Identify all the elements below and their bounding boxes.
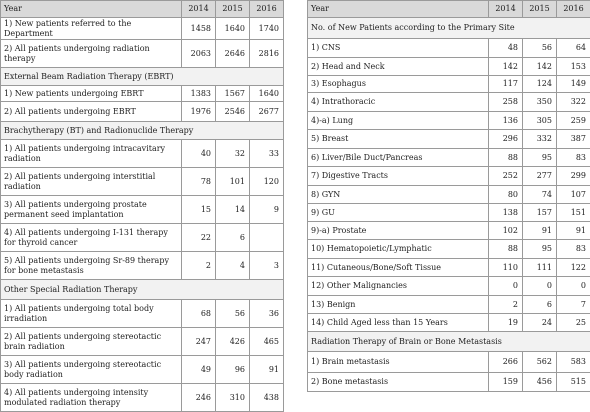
table-row [308,93,590,112]
table-row [1,168,284,196]
value-2016: 33 [250,140,284,168]
section-title: External Beam Radiation Therapy (EBRT) [1,68,284,86]
section-header-row [308,332,590,352]
row-label: 13) Benign [308,296,489,314]
table-header-row [308,1,590,18]
section-header-row [1,122,284,140]
value-2015: 96 [216,356,250,384]
table-row [308,39,590,58]
value-2015: 95 [523,149,557,167]
table-row [308,112,590,130]
row-label: 14) Child Aged less than 15 Years [308,314,489,332]
value-2016: 322 [557,93,590,112]
value-2014: 2063 [182,40,216,68]
year-2014-header: 2014 [182,1,216,18]
value-2015: 277 [523,167,557,186]
row-label: 4) Intrathoracic [308,93,489,112]
row-label: 3) Esophagus [308,76,489,93]
row-label: 2) All patients undergoing interstitial radiation [1,168,182,196]
value-2016: 515 [557,373,590,392]
value-2014: 2 [489,296,523,314]
left-statistics-table [0,0,284,412]
table-row [308,149,590,167]
section-title: Radiation Therapy of Brain or Bone Metastasis [308,332,590,352]
year-2016-header: 2016 [250,1,284,18]
row-label: 1) All patients undergoing total body irradiation [1,300,182,328]
table-row [308,296,590,314]
value-2015: 56 [216,300,250,328]
year-2014-header: 2014 [489,1,523,18]
value-2015: 0 [523,277,557,296]
value-2014: 296 [489,130,523,149]
section-header-row [1,68,284,86]
value-2016: 83 [557,240,590,259]
value-2015: 74 [523,186,557,204]
value-2014: 258 [489,93,523,112]
table-row [1,224,284,252]
row-label: 3) All patients undergoing prostate permanent seed implantation [1,196,182,224]
value-2015: 95 [523,240,557,259]
value-2016: 3 [250,252,284,280]
value-2015: 562 [523,352,557,373]
section-title: No. of New Patients according to the Primary Site [308,18,590,39]
value-2015: 91 [523,222,557,240]
value-2016 [250,224,284,252]
row-label: 1) New patients undergoing EBRT [1,86,182,102]
table-row [1,300,284,328]
value-2016: 91 [250,356,284,384]
value-2016: 1640 [250,86,284,102]
row-label: 8) GYN [308,186,489,204]
table-row [308,352,590,373]
value-2014: 68 [182,300,216,328]
value-2014: 142 [489,58,523,76]
table-row [1,102,284,122]
table-row [308,240,590,259]
table-row [308,130,590,149]
row-label: 1) Brain metastasis [308,352,489,373]
value-2015: 24 [523,314,557,332]
table-row [1,328,284,356]
value-2014: 80 [489,186,523,204]
value-2016: 25 [557,314,590,332]
table-row [1,40,284,68]
value-2016: 122 [557,259,590,277]
value-2015: 310 [216,384,250,412]
value-2014: 247 [182,328,216,356]
value-2015: 305 [523,112,557,130]
value-2016: 7 [557,296,590,314]
value-2016: 299 [557,167,590,186]
value-2016: 387 [557,130,590,149]
table-row [308,277,590,296]
value-2015: 2546 [216,102,250,122]
value-2016: 0 [557,277,590,296]
value-2016: 1740 [250,18,284,40]
value-2015: 1640 [216,18,250,40]
value-2014: 246 [182,384,216,412]
value-2014: 48 [489,39,523,58]
value-2014: 138 [489,204,523,222]
value-2016: 120 [250,168,284,196]
value-2016: 2816 [250,40,284,68]
value-2015: 124 [523,76,557,93]
value-2014: 1976 [182,102,216,122]
value-2015: 32 [216,140,250,168]
value-2016: 465 [250,328,284,356]
table-row [308,314,590,332]
year-header-label: Year [308,1,489,18]
table-row [308,204,590,222]
value-2014: 159 [489,373,523,392]
row-label: 10) Hematopoietic/Lymphatic [308,240,489,259]
value-2015: 6 [216,224,250,252]
value-2014: 266 [489,352,523,373]
value-2015: 56 [523,39,557,58]
row-label: 4) All patients undergoing I-131 therapy for thyroid cancer [1,224,182,252]
value-2016: 9 [250,196,284,224]
row-label: 1) New patients referred to the Department [1,18,182,40]
value-2014: 49 [182,356,216,384]
value-2015: 14 [216,196,250,224]
value-2016: 153 [557,58,590,76]
row-label: 4)-a) Lung [308,112,489,130]
value-2014: 19 [489,314,523,332]
year-header-label: Year [1,1,182,18]
value-2016: 36 [250,300,284,328]
value-2014: 0 [489,277,523,296]
table-row [308,58,590,76]
value-2014: 110 [489,259,523,277]
row-label: 11) Cutaneous/Bone/Soft Tissue [308,259,489,277]
value-2016: 107 [557,186,590,204]
row-label: 7) Digestive Tracts [308,167,489,186]
value-2015: 1567 [216,86,250,102]
table-row [308,167,590,186]
row-label: 5) All patients undergoing Sr-89 therapy for bone metastasis [1,252,182,280]
value-2014: 22 [182,224,216,252]
value-2014: 88 [489,240,523,259]
table-row [1,384,284,412]
section-title: Brachytherapy (BT) and Radionuclide Therapy [1,122,284,140]
year-2016-header: 2016 [557,1,590,18]
row-label: 2) All patients undergoing stereotactic brain radiation [1,328,182,356]
value-2014: 88 [489,149,523,167]
row-label: 9)-a) Prostate [308,222,489,240]
section-header-row [308,18,590,39]
section-title: Other Special Radiation Therapy [1,280,284,300]
value-2016: 438 [250,384,284,412]
value-2015: 350 [523,93,557,112]
row-label: 2) Head and Neck [308,58,489,76]
row-label: 1) All patients undergoing intracavitary radiation [1,140,182,168]
table-row [308,222,590,240]
table-row [1,18,284,40]
value-2016: 64 [557,39,590,58]
value-2014: 1383 [182,86,216,102]
table-row [1,252,284,280]
value-2016: 83 [557,149,590,167]
value-2016: 2677 [250,102,284,122]
row-label: 12) Other Malignancies [308,277,489,296]
table-row [308,373,590,392]
value-2016: 149 [557,76,590,93]
value-2015: 332 [523,130,557,149]
value-2015: 456 [523,373,557,392]
row-label: 5) Breast [308,130,489,149]
right-statistics-table [307,0,590,392]
value-2015: 6 [523,296,557,314]
value-2016: 151 [557,204,590,222]
year-2015-header: 2015 [523,1,557,18]
value-2014: 102 [489,222,523,240]
row-label: 4) All patients undergoing intensity modulated radiation therapy [1,384,182,412]
value-2015: 101 [216,168,250,196]
table-header-row [1,1,284,18]
row-label: 2) All patients undergoing EBRT [1,102,182,122]
value-2016: 259 [557,112,590,130]
section-header-row [1,280,284,300]
value-2014: 252 [489,167,523,186]
value-2015: 4 [216,252,250,280]
table-row [308,186,590,204]
row-label: 2) Bone metastasis [308,373,489,392]
row-label: 2) All patients undergoing radiation therapy [1,40,182,68]
value-2016: 583 [557,352,590,373]
value-2015: 426 [216,328,250,356]
table-row [308,76,590,93]
row-label: 3) All patients undergoing stereotactic body radiation [1,356,182,384]
value-2014: 117 [489,76,523,93]
value-2014: 40 [182,140,216,168]
value-2015: 2646 [216,40,250,68]
value-2015: 157 [523,204,557,222]
table-row [308,259,590,277]
value-2015: 142 [523,58,557,76]
table-row [1,86,284,102]
table-row [1,140,284,168]
table-row [1,356,284,384]
value-2014: 1458 [182,18,216,40]
value-2014: 15 [182,196,216,224]
row-label: 1) CNS [308,39,489,58]
value-2016: 91 [557,222,590,240]
row-label: 6) Liver/Bile Duct/Pancreas [308,149,489,167]
value-2014: 136 [489,112,523,130]
value-2014: 78 [182,168,216,196]
year-2015-header: 2015 [216,1,250,18]
value-2015: 111 [523,259,557,277]
table-row [1,196,284,224]
value-2014: 2 [182,252,216,280]
row-label: 9) GU [308,204,489,222]
